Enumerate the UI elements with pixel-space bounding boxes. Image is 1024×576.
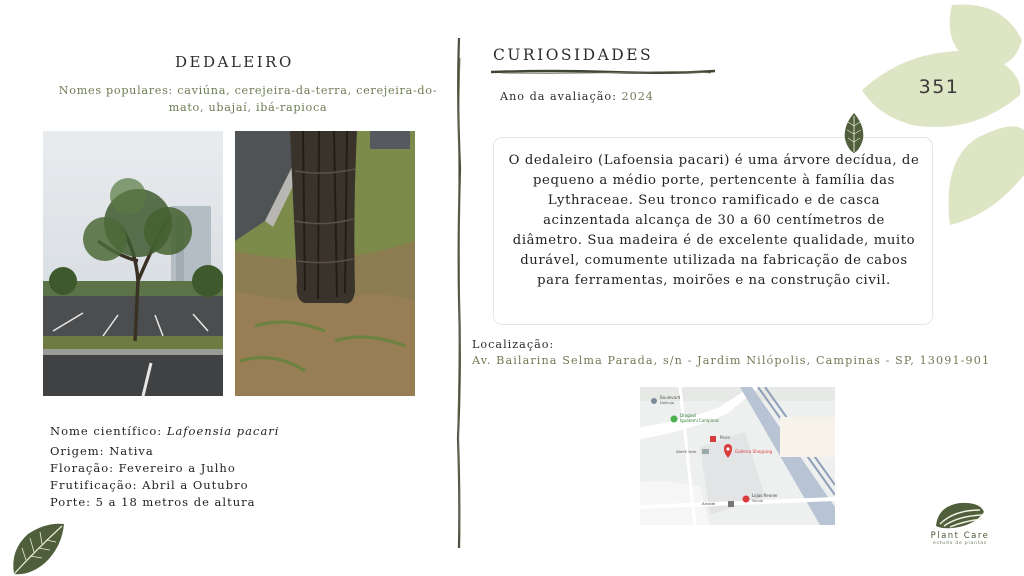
brand-tagline: estudo de plantas [932, 541, 987, 546]
location-label: Localização: [472, 338, 555, 351]
tree-photo [43, 131, 223, 396]
vertical-divider [452, 38, 466, 548]
brand-name: Plant Care [930, 531, 990, 541]
scientific-label: Nome científico: [50, 424, 163, 438]
fruiting-text: Frutificação: Abril a Outubro [50, 478, 249, 492]
map-label: Dahruja [660, 401, 674, 405]
map-label: Iguatemi Campinas [680, 418, 719, 423]
year-value: 2024 [621, 90, 654, 103]
leaf-decoration [862, 0, 1024, 225]
evaluation-year [500, 90, 654, 103]
year-label: Ano da avaliação: [500, 90, 617, 103]
curiosities-title: CURIOSIDADES [493, 46, 654, 64]
plant-facts [50, 443, 255, 511]
popular-names: Nomes populares: caviúna, cerejeira-da-terra, cerejeira-do-mato, ubajaí, ibá-rapioca [58, 84, 438, 114]
title-underline [491, 67, 715, 77]
scientific-name: Lafoensia pacari [166, 424, 280, 438]
map-label: Drogasil [680, 413, 697, 418]
brand-logo-icon [934, 500, 986, 530]
flowering-text: Floração: Fevereiro a Julho [50, 461, 236, 475]
scientific-name-row [50, 424, 279, 438]
leaf-decoration-icon [8, 520, 66, 576]
description-text: O dedaleiro (Lafoensia pacari) é uma árvore decídua, de pequeno a médio porte, pertencente à família das Lythraceae. Seu tronco ramificado e de casca acinzentada alcança de 30 a 60 centímetros de diâmetro. Sua madeira é de excelente qualidade, muito durável, comumente utilizada na fabricação de cabos para ferramentas, moirões e na construção civil. [508, 153, 920, 288]
brand-logo [918, 500, 1002, 560]
map-label: Galleria Shopping [735, 449, 773, 454]
plant-number-badge: 351 [918, 76, 960, 98]
map-label: Boulevard [660, 395, 681, 400]
location-map[interactable] [640, 387, 835, 525]
map-label: Arcade [702, 501, 716, 506]
map-label: Sonda [752, 499, 763, 503]
origin-text: Origem: Nativa [50, 444, 154, 458]
plant-common-name: DEDALEIRO [175, 53, 294, 71]
map-label: Perin [720, 435, 731, 440]
map-label: Lojas Renner [752, 493, 778, 498]
location-address: Av. Bailarina Selma Parada, s/n - Jardim Nilópolis, Campinas - SP, 13091-901 [472, 354, 991, 367]
size-text: Porte: 5 a 18 metros de altura [50, 495, 256, 509]
map-label: Ateliê Vale [676, 449, 697, 454]
trunk-photo [235, 131, 415, 396]
